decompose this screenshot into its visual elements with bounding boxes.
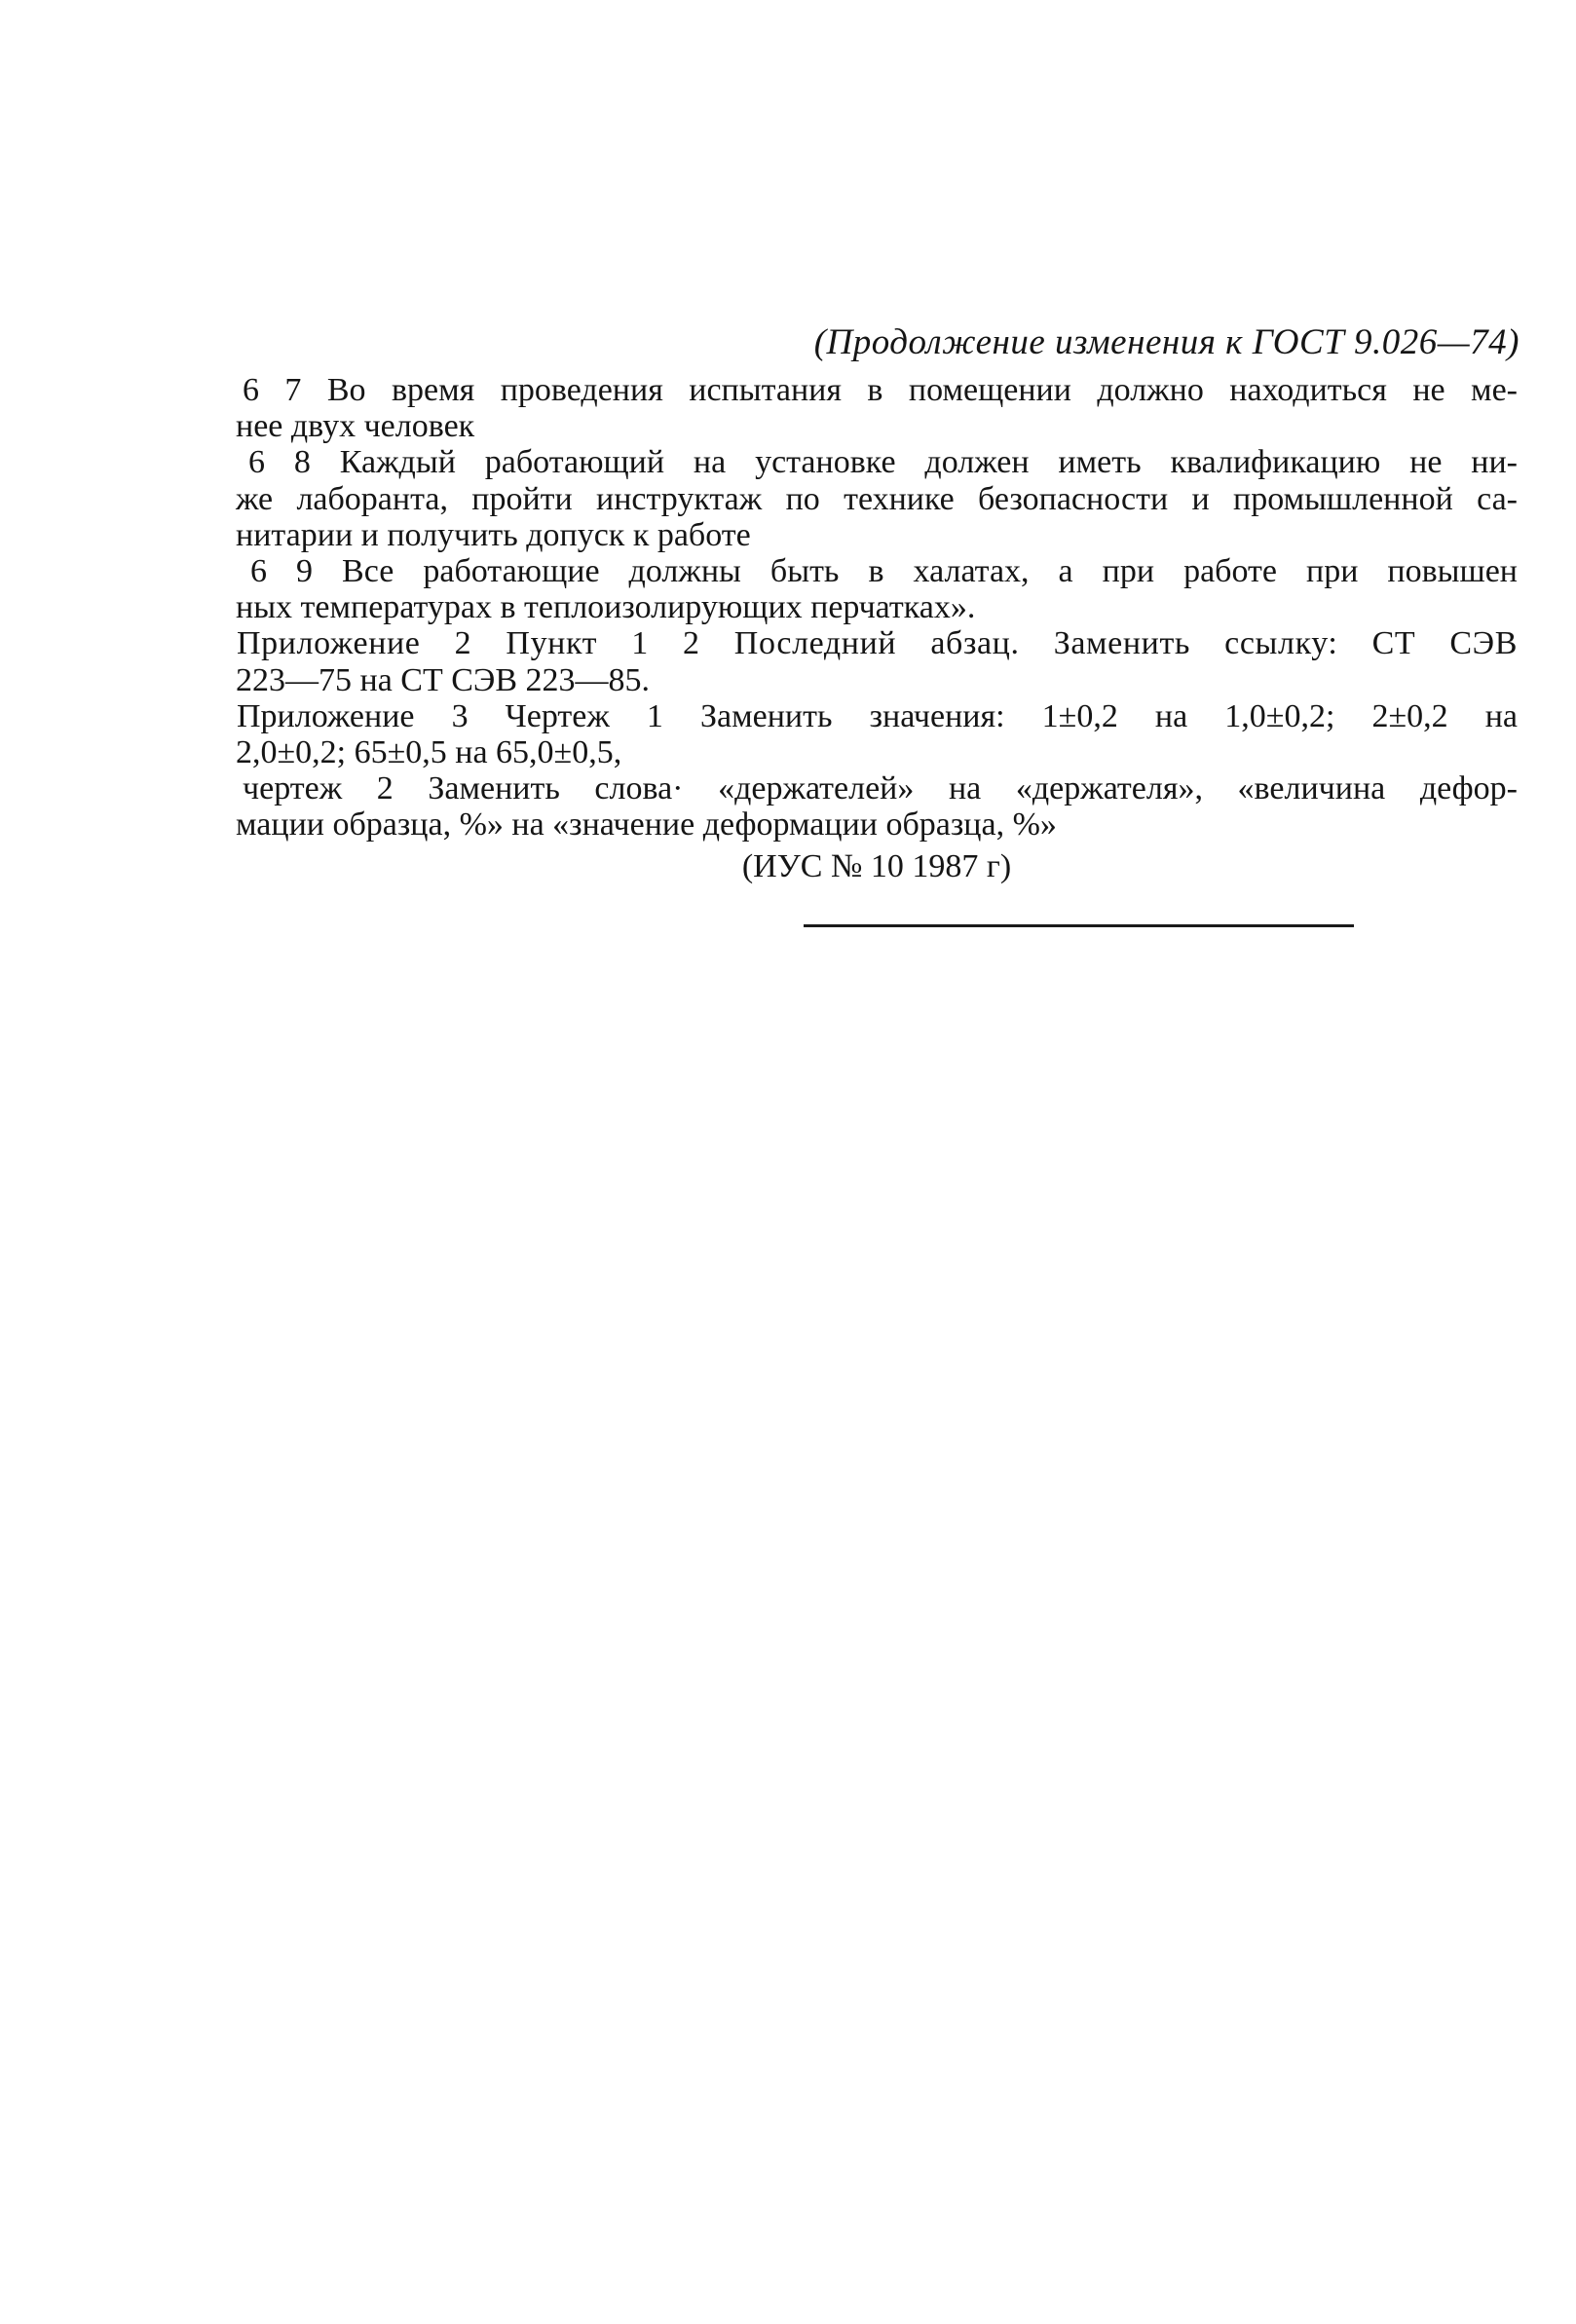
end-rule [804, 924, 1354, 927]
text-line: ных температурах в теплоизолирующих перчатках». [236, 589, 976, 626]
amendment-text [236, 372, 1518, 843]
text-line: 6 8 Каждый работающий на установке должен иметь квалификацию не ни- [248, 444, 1518, 481]
continuation-header: (Продолжение изменения к ГОСТ 9.026—74) [813, 322, 1520, 362]
text-line: 2,0±0,2; 65±0,5 на 65,0±0,5, [236, 733, 622, 770]
publication-source: (ИУС № 10 1987 г) [741, 848, 1012, 884]
text-line: 6 7 Во время проведения испытания в помещении должно находиться не ме- [243, 372, 1518, 408]
text-line: нитарии и получить допуск к работе [236, 516, 751, 553]
text-line: чертеж 2 Заменить слова· «держателей» на «держателя», «величина дефор- [243, 770, 1518, 807]
text-line: нее двух человек [236, 408, 475, 445]
text-line: же лаборанта, пройти инструктаж по технике безопасности и промышленной са- [236, 480, 1518, 517]
text-line: 6 9 Все работающие должны быть в халатах, а при работе при повышен [250, 552, 1518, 589]
text-line: Приложение 3 Чертеж 1 Заменить значения: 1±0,2 на 1,0±0,2; 2±0,2 на [237, 697, 1518, 734]
text-line: мации образца, %» на «значение деформации образца, %» [236, 806, 1057, 843]
text-line: Приложение 2 Пункт 1 2 Последний абзац. Заменить ссылку: СТ СЭВ [237, 625, 1518, 662]
text-line: 223—75 на СТ СЭВ 223—85. [236, 661, 651, 698]
